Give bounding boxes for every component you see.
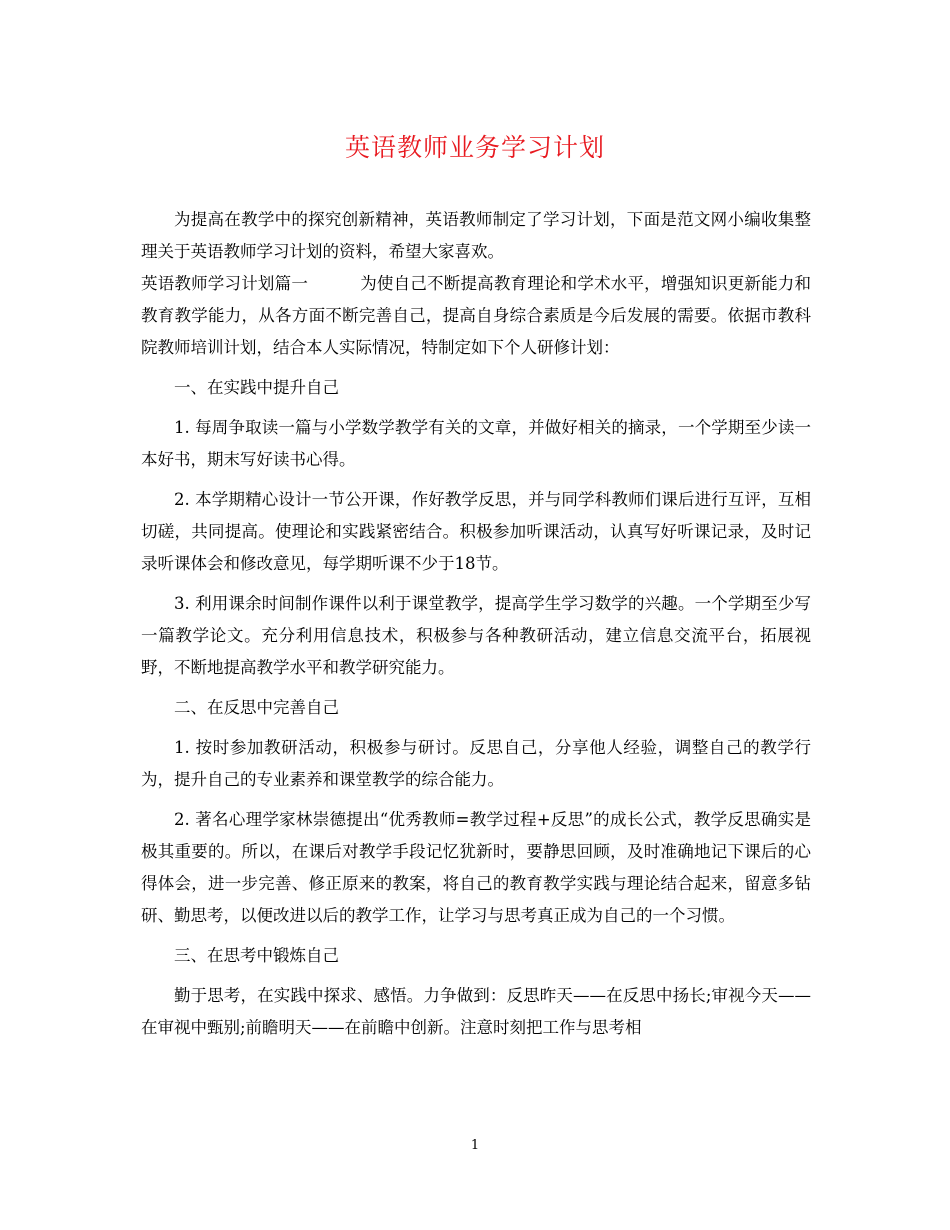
heading-reflection: 二、在反思中完善自己 [174, 698, 339, 717]
section-paragraph [141, 268, 811, 364]
page-number: 1 [470, 1138, 480, 1153]
practice-item-2: 2. 本学期精心设计一节公开课，作好教学反思，并与同学科教师们课后进行互评，互相切磋，共同提高。使理论和实践紧密结合。积极参加听课活动，认真写好听课记录，及时记录听课体会和修改意见，每学期听课不少于18节。 [141, 490, 811, 573]
document-title: 英语教师业务学习计划 [344, 133, 605, 162]
intro-paragraph: 为提高在教学中的探究创新精神，英语教师制定了学习计划，下面是范文网小编收集整理关于英语教师学习计划的资料，希望大家喜欢。 [141, 210, 811, 261]
reflection-item-1: 1. 按时参加教研活动，积极参与研讨。反思自己，分享他人经验，调整自己的教学行为，提升自己的专业素养和课堂教学的综合能力。 [141, 738, 811, 789]
thinking-paragraph: 勤于思考，在实践中探求、感悟。力争做到：反思昨天——在反思中扬长;审视今天——在审视中甄别;前瞻明天——在前瞻中创新。注意时刻把工作与思考相 [141, 986, 811, 1037]
document-body [141, 204, 811, 1044]
heading-practice: 一、在实践中提升自己 [174, 378, 339, 397]
heading-thinking: 三、在思考中锻炼自己 [174, 946, 339, 965]
reflection-item-2: 2. 著名心理学家林崇德提出“优秀教师=教学过程+反思”的成长公式，教学反思确实是极其重要的。所以，在课后对教学手段记忆犹新时，要静思回顾，及时准确地记下课后的心得体会，进一步完善、修正原来的教案，将自己的教育教学实践与理论结合起来，留意多钻研、勤思考，以便改进以后的教学工作，让学习与思考真正成为自己的一个习惯。 [141, 810, 811, 925]
section-label: 英语教师学习计划篇一 [141, 274, 309, 293]
section-text: 为使自己不断提高教育理论和学术水平，增强知识更新能力和教育教学能力，从各方面不断完善自己，提高自身综合素质是今后发展的需要。依据市教科院教师培训计划，结合本人实际情况，特制定如下个人研修计划： [141, 274, 812, 357]
practice-item-1: 1. 每周争取读一篇与小学数学教学有关的文章，并做好相关的摘录，一个学期至少读一本好书，期末写好读书心得。 [141, 418, 811, 469]
practice-item-3: 3. 利用课余时间制作课件以利于课堂教学，提高学生学习数学的兴趣。一个学期至少写一篇教学论文。充分利用信息技术，积极参与各种教研活动，建立信息交流平台，拓展视野，不断地提高教学水平和教学研究能力。 [141, 594, 811, 677]
